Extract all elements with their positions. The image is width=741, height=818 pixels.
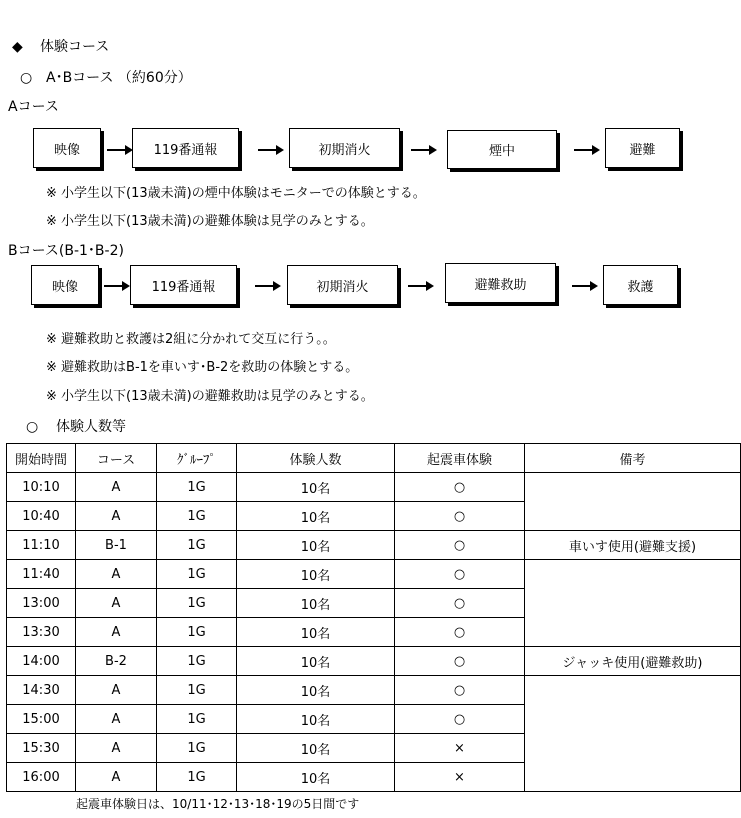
course-a-step-evacuate: 避難 [605, 128, 680, 168]
cell-count: 10名 [237, 560, 395, 589]
footer-note: 起震車体験日は、10/11･12･13･18･19の5日間です [76, 797, 360, 811]
table-row [7, 647, 741, 676]
cell-time: 14:00 [7, 647, 76, 676]
cell-group: 1G [157, 560, 237, 589]
cell-remarks [525, 676, 741, 792]
heading-bullet: ◆ [12, 39, 23, 55]
course-b-step-119: 119番通報 [130, 265, 237, 305]
cell-group: 1G [157, 763, 237, 792]
cell-remarks [525, 473, 741, 531]
course-a-note-2: ※ 小学生以下(13歳未満)の避難体験は見学のみとする。 [46, 214, 374, 229]
cell-time: 14:30 [7, 676, 76, 705]
cell-quake: ○ [395, 560, 525, 589]
course-b-arrow-4 [572, 285, 591, 287]
cell-remarks [525, 560, 741, 647]
cell-time: 13:30 [7, 618, 76, 647]
header-count: 体験人数 [237, 444, 395, 473]
cell-group: 1G [157, 705, 237, 734]
cell-count: 10名 [237, 647, 395, 676]
header-course: コース [76, 444, 157, 473]
cell-quake: ○ [395, 647, 525, 676]
course-ab-label: A･Bコース （約60分） [46, 70, 192, 86]
cell-group: 1G [157, 502, 237, 531]
course-b-note-1: ※ 避難救助と救護は2組に分かれて交互に行う。。 [46, 332, 336, 347]
cell-count: 10名 [237, 589, 395, 618]
table-header-row [7, 444, 741, 473]
course-b-arrow-1 [104, 285, 123, 287]
cell-group: 1G [157, 589, 237, 618]
header-quake: 起震車体験 [395, 444, 525, 473]
cell-count: 10名 [237, 705, 395, 734]
cell-course: A [76, 734, 157, 763]
course-a-note-1: ※ 小学生以下(13歳未満)の煙中体験はモニターでの体験とする。 [46, 186, 426, 201]
cell-course: A [76, 589, 157, 618]
cell-quake: ○ [395, 618, 525, 647]
cell-course: A [76, 763, 157, 792]
cell-remarks: 車いす使用(避難支援) [525, 531, 741, 560]
cell-group: 1G [157, 473, 237, 502]
participants-circle: ○ [26, 419, 39, 435]
course-b-label: Bコース(B-1･B-2) [8, 243, 124, 259]
cell-group: 1G [157, 734, 237, 763]
cell-course: A [76, 618, 157, 647]
cell-group: 1G [157, 531, 237, 560]
table-row [7, 473, 741, 502]
cell-course: A [76, 705, 157, 734]
table-row [7, 531, 741, 560]
cell-quake: × [395, 763, 525, 792]
cell-count: 10名 [237, 531, 395, 560]
page-title: 体験コース [40, 39, 110, 55]
cell-count: 10名 [237, 676, 395, 705]
course-b-step-firstaid: 救護 [603, 265, 678, 305]
cell-count: 10名 [237, 473, 395, 502]
cell-course: A [76, 676, 157, 705]
cell-course: A [76, 560, 157, 589]
course-b-step-extinguish: 初期消火 [287, 265, 398, 305]
course-a-arrow-3 [411, 149, 430, 151]
course-b-note-2: ※ 避難救助はB-1を車いす･B-2を救助の体験とする。 [46, 360, 359, 375]
cell-quake: ○ [395, 473, 525, 502]
cell-course: B-1 [76, 531, 157, 560]
course-a-step-119: 119番通報 [132, 128, 239, 168]
cell-time: 10:10 [7, 473, 76, 502]
cell-group: 1G [157, 647, 237, 676]
cell-remarks: ジャッキ使用(避難救助) [525, 647, 741, 676]
cell-group: 1G [157, 618, 237, 647]
cell-quake: ○ [395, 531, 525, 560]
cell-count: 10名 [237, 618, 395, 647]
header-group: ｸﾞﾙｰﾌﾟ [157, 444, 237, 473]
participants-label: 体験人数等 [56, 419, 126, 435]
cell-quake: ○ [395, 705, 525, 734]
course-b-step-rescue: 避難救助 [445, 263, 556, 303]
cell-quake: × [395, 734, 525, 763]
course-ab-circle: ○ [20, 70, 33, 86]
cell-quake: ○ [395, 676, 525, 705]
course-a-arrow-2 [258, 149, 277, 151]
cell-time: 10:40 [7, 502, 76, 531]
course-b-arrow-2 [255, 285, 274, 287]
course-a-label: Aコース [8, 99, 59, 115]
course-a-step-extinguish: 初期消火 [289, 128, 400, 168]
cell-time: 13:00 [7, 589, 76, 618]
course-a-step-video: 映像 [33, 128, 101, 168]
course-a-arrow-4 [574, 149, 593, 151]
cell-time: 11:40 [7, 560, 76, 589]
cell-count: 10名 [237, 763, 395, 792]
cell-course: B-2 [76, 647, 157, 676]
cell-count: 10名 [237, 734, 395, 763]
schedule-table [6, 443, 741, 792]
cell-course: A [76, 502, 157, 531]
cell-course: A [76, 473, 157, 502]
cell-time: 15:00 [7, 705, 76, 734]
cell-time: 16:00 [7, 763, 76, 792]
header-remarks: 備考 [525, 444, 741, 473]
cell-quake: ○ [395, 589, 525, 618]
cell-count: 10名 [237, 502, 395, 531]
course-b-step-video: 映像 [31, 265, 99, 305]
course-b-note-3: ※ 小学生以下(13歳未満)の避難救助は見学のみとする。 [46, 389, 374, 404]
cell-quake: ○ [395, 502, 525, 531]
cell-group: 1G [157, 676, 237, 705]
table-row [7, 560, 741, 589]
table-row [7, 676, 741, 705]
cell-time: 15:30 [7, 734, 76, 763]
course-b-arrow-3 [408, 285, 427, 287]
header-start-time: 開始時間 [7, 444, 76, 473]
course-a-arrow-1 [107, 149, 126, 151]
cell-time: 11:10 [7, 531, 76, 560]
course-a-step-smoke: 煙中 [447, 130, 557, 169]
